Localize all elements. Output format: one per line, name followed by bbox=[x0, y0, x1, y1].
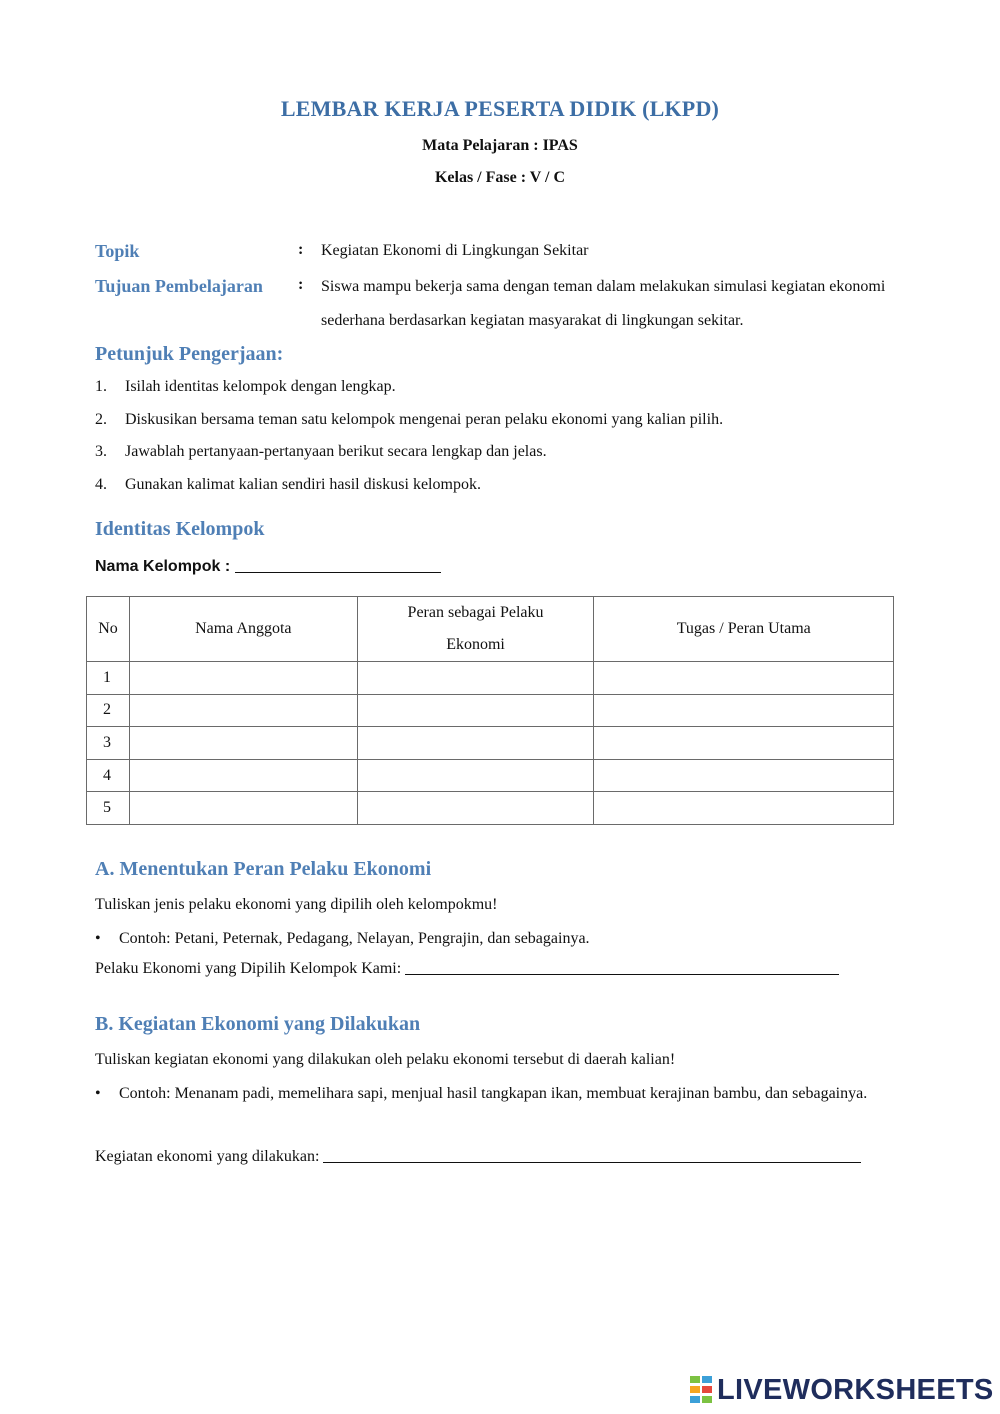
section-a-answer-row bbox=[95, 960, 839, 978]
goal-label: Tujuan Pembelajaran bbox=[95, 276, 263, 296]
section-a-title: A. Menentukan Peran Pelaku Ekonomi bbox=[95, 858, 432, 880]
instruction-item: 2. Diskusikan bersama teman satu kelompok mengenai peran pelaku ekonomi yang kalian pilih. bbox=[95, 410, 724, 428]
instruction-item: 1. Isilah identitas kelompok dengan lengkap. bbox=[95, 378, 396, 395]
table-row bbox=[87, 727, 894, 760]
economic-role-cell[interactable] bbox=[357, 662, 594, 695]
main-task-cell[interactable] bbox=[594, 727, 894, 760]
member-name-cell[interactable] bbox=[129, 792, 357, 825]
section-a-instruction: Tuliskan jenis pelaku ekonomi yang dipilih oleh kelompokmu! bbox=[95, 896, 498, 913]
group-name-field[interactable] bbox=[235, 555, 441, 573]
row-number: 1 bbox=[87, 662, 130, 695]
main-task-cell[interactable] bbox=[594, 792, 894, 825]
group-name-row bbox=[95, 555, 441, 576]
instructions-title: Petunjuk Pengerjaan: bbox=[95, 343, 284, 365]
member-table bbox=[86, 596, 894, 825]
member-name-cell[interactable] bbox=[129, 662, 357, 695]
row-number: 5 bbox=[87, 792, 130, 825]
main-task-cell[interactable] bbox=[594, 694, 894, 727]
economic-role-cell[interactable] bbox=[357, 759, 594, 792]
table-row bbox=[87, 759, 894, 792]
bullet-dot: • bbox=[95, 1085, 101, 1102]
identity-title: Identitas Kelompok bbox=[95, 518, 265, 540]
main-task-cell[interactable] bbox=[594, 759, 894, 792]
instruction-item: 3. Jawablah pertanyaan-pertanyaan berikut secara lengkap dan jelas. bbox=[95, 443, 547, 460]
class-phase-line: Kelas / Fase : V / C bbox=[434, 169, 566, 186]
header-member-name: Nama Anggota bbox=[129, 597, 357, 662]
economic-role-cell[interactable] bbox=[357, 727, 594, 760]
header-main-task: Tugas / Peran Utama bbox=[594, 597, 894, 662]
section-a-answer-field[interactable] bbox=[405, 960, 839, 975]
bullet-dot: • bbox=[95, 930, 101, 947]
header-no: No bbox=[87, 597, 130, 662]
worksheet-page: LEMBAR KERJA PESERTA DIDIK (LKPD) Mata Pelajaran : IPAS Kelas / Fase : V / C Topik : Kegiatan Ekonomi di Lingkungan Sekitar Tujuan Pembelajaran : Siswa mampu bekerja sama dengan teman dalam melakukan simulasi kegiatan ekonomi sederhana berdasarkan kegiatan masyarakat di lingkungan sekitar. Petunjuk Pengerjaan: 1. Isilah identitas kelompok dengan lengkap. 2. Diskusikan bersama teman satu kelompok mengenai peran pelaku ekonomi yang kalian pilih. 3. Jawablah pertanyaan-pertanyaan berikut secara lengkap dan jelas. 4. Gunakan kalimat kalian sendiri hasil diskusi kelompok. Identitas Kelompok Nama Kelompok : No Nama Anggota Peran sebagai Pelaku Ekonomi Tugas / Peran Utama 1 2 3 4 5 A. Menentukan Peran Pelaku Ekonomi Tuliskan jenis pelaku ekonomi yang dipilih oleh kelompokmu! • Contoh: Petani, Peternak, Pedagang, Nelayan, Pengrajin, dan sebagainya. Pelaku Ekonomi yang Dipilih Kelompok Kami: B. Kegiatan Ekonomi yang Dilakukan Tuliskan kegiatan ekonomi yang dilakukan oleh pelaku ekonomi tersebut di daerah kalian! • Contoh: Menanam padi, memelihara sapi, menjual hasil tangkapan ikan, membuat kerajinan bambu, dan sebagainya. Kegiatan ekonomi yang dilakukan: LIVEWORKSHEETS bbox=[0, 0, 1000, 1414]
table-row bbox=[87, 662, 894, 695]
topic-colon: : bbox=[298, 241, 304, 258]
main-task-cell[interactable] bbox=[594, 662, 894, 695]
subject-line: Mata Pelajaran : IPAS bbox=[422, 137, 578, 154]
economic-role-cell[interactable] bbox=[357, 694, 594, 727]
topic-label: Topik bbox=[95, 241, 140, 261]
liveworksheets-watermark bbox=[690, 1372, 994, 1408]
section-b-instruction: Tuliskan kegiatan ekonomi yang dilakukan oleh pelaku ekonomi tersebut di daerah kalian! bbox=[95, 1051, 676, 1068]
economic-role-cell[interactable] bbox=[357, 792, 594, 825]
liveworksheets-logo-icon bbox=[690, 1376, 714, 1404]
member-name-cell[interactable] bbox=[129, 694, 357, 727]
section-b-answer-row bbox=[95, 1148, 861, 1166]
row-number: 2 bbox=[87, 694, 130, 727]
member-name-cell[interactable] bbox=[129, 727, 357, 760]
member-name-cell[interactable] bbox=[129, 759, 357, 792]
instruction-list bbox=[95, 378, 723, 508]
table-header-row bbox=[87, 597, 894, 662]
goal-colon: : bbox=[298, 276, 304, 293]
header-economic-role: Peran sebagai Pelaku Ekonomi bbox=[357, 597, 594, 662]
section-b-answer-field[interactable] bbox=[323, 1148, 861, 1163]
section-b-answer-label: Kegiatan ekonomi yang dilakukan: bbox=[95, 1148, 320, 1165]
table-row bbox=[87, 792, 894, 825]
page-title: LEMBAR KERJA PESERTA DIDIK (LKPD) bbox=[280, 96, 720, 121]
topic-value: Kegiatan Ekonomi di Lingkungan Sekitar bbox=[321, 242, 589, 259]
group-name-label: Nama Kelompok : bbox=[95, 558, 231, 575]
section-a-answer-label: Pelaku Ekonomi yang Dipilih Kelompok Kami: bbox=[95, 960, 402, 977]
section-b-title: B. Kegiatan Ekonomi yang Dilakukan bbox=[95, 1013, 421, 1035]
table-row bbox=[87, 694, 894, 727]
row-number: 3 bbox=[87, 727, 130, 760]
liveworksheets-text: LIVEWORKSHEETS bbox=[717, 1373, 994, 1406]
instruction-item: 4. Gunakan kalimat kalian sendiri hasil diskusi kelompok. bbox=[95, 475, 481, 493]
goal-value: Siswa mampu bekerja sama dengan teman dalam melakukan simulasi kegiatan ekonomi sederhana berdasarkan kegiatan masyarakat di lingkungan sekitar. bbox=[321, 278, 886, 329]
row-number: 4 bbox=[87, 759, 130, 792]
